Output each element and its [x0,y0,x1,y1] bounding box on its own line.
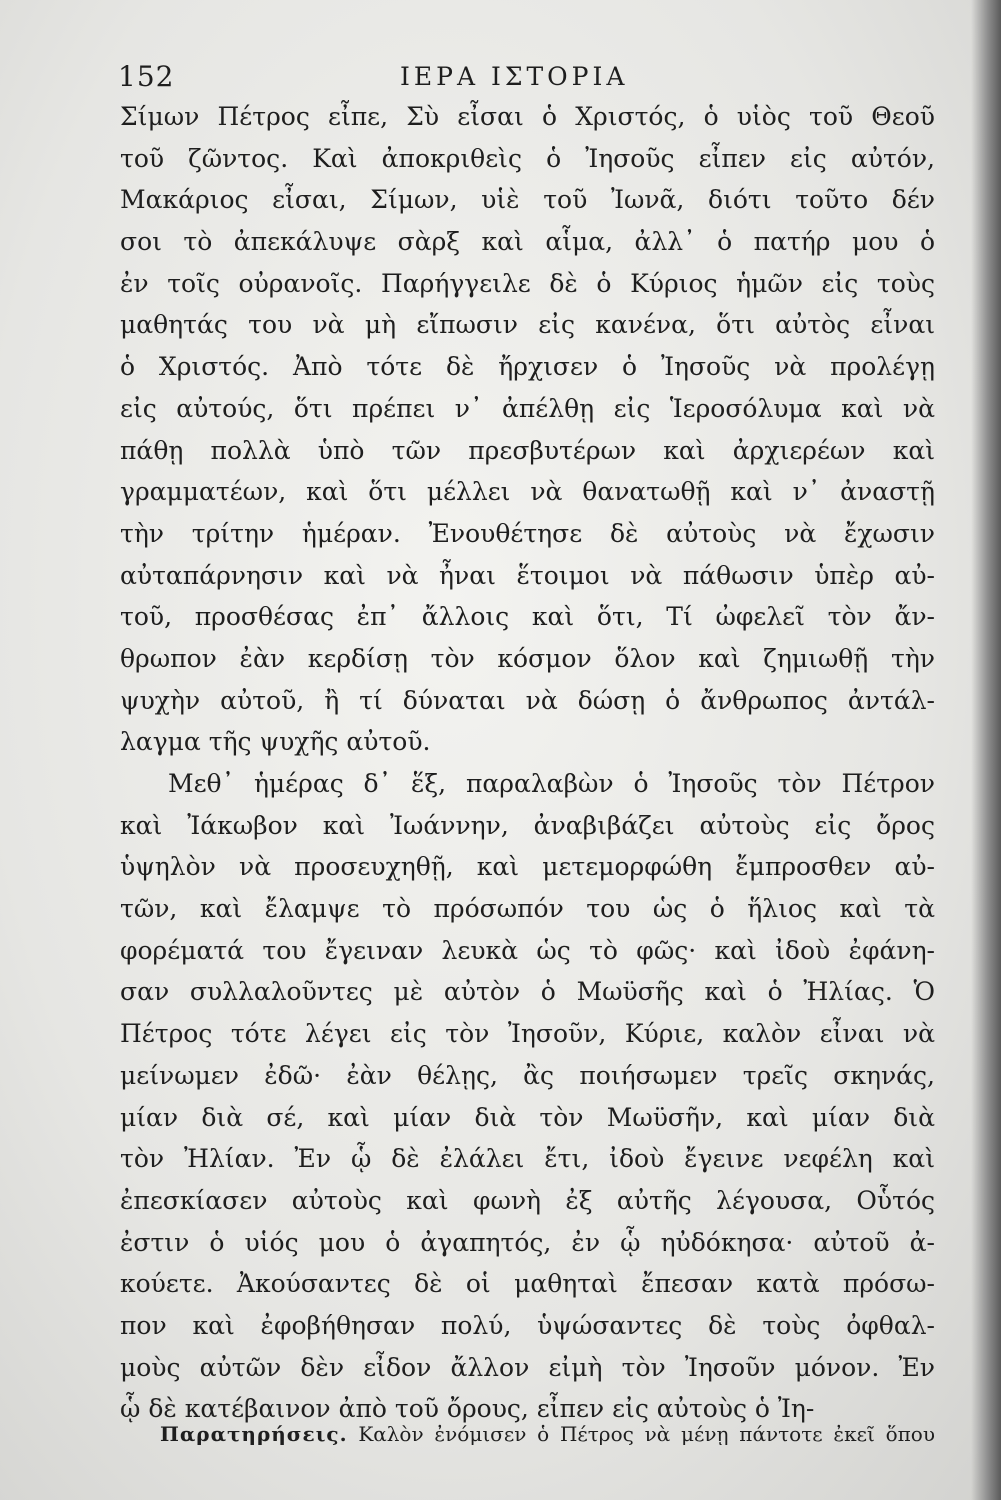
observations-text: Καλὸν ἐνόμισεν ὁ Πέτρος νὰ μένῃ πάντοτε ἐκεῖ ὅπου [358,1422,936,1446]
text-line: τῶν, καὶ ἔλαμψε τὸ πρόσωπόν του ὡς ὁ ἥλιος καὶ τὰ [120,894,935,924]
text-line: μοὺς αὐτῶν δὲν εἶδον ἄλλον εἰμὴ τὸν Ἰησοῦν μόνον. Ἐν [120,1352,935,1382]
paragraph-start-line: Μεθ᾽ ἡμέρας δ᾽ ἕξ, παραλαβὼν ὁ Ἰησοῦς τὸν Πέτρον [168,769,935,798]
page-number: 152 [118,60,175,93]
text-line: πάθῃ πολλὰ ὑπὸ τῶν πρεσβυτέρων καὶ ἀρχιερέων καὶ [120,435,935,465]
observations-note [160,1422,935,1446]
text-line: ᾧ δὲ κατέβαινον ἀπὸ τοῦ ὄρους, εἶπεν εἰς αὐτοὺς ὁ Ἰη- [120,1394,815,1424]
text-line: μίαν διὰ σέ, καὶ μίαν διὰ τὸν Μωϋσῆν, καὶ μίαν διὰ [120,1102,935,1132]
page-header [118,60,933,100]
body-text [120,96,935,1430]
text-line: σαν συλλαλοῦντες μὲ αὐτὸν ὁ Μωϋσῆς καὶ ὁ Ἠλίας. Ὁ [120,977,935,1007]
text-line: κούετε. Ἀκούσαντες δὲ οἱ μαθηταὶ ἔπεσαν κατὰ πρόσω- [120,1269,935,1299]
text-line: σοι τὸ ἀπεκάλυψε σὰρξ καὶ αἷμα, ἀλλ᾽ ὁ πατήρ μου ὁ [120,227,935,257]
text-line: ψυχὴν αὐτοῦ, ἢ τί δύναται νὰ δώσῃ ὁ ἄνθρωπος ἀντάλ- [120,685,935,715]
text-line: μείνωμεν ἐδῶ· ἐὰν θέλῃς, ἂς ποιήσωμεν τρεῖς σκηνάς, [120,1060,935,1090]
text-line: φορέματά του ἔγειναν λευκὰ ὡς τὸ φῶς· καὶ ἰδοὺ ἐφάνη- [120,935,935,965]
text-line: ἐν τοῖς οὐρανοῖς. Παρήγγειλε δὲ ὁ Κύριος ἡμῶν εἰς τοὺς [120,268,935,298]
text-line: εἰς αὐτούς, ὅτι πρέπει ν᾽ ἀπέλθῃ εἰς Ἱεροσόλυμα καὶ νὰ [120,393,935,423]
page-edge-shadow [971,0,1001,1500]
text-line: τὴν τρίτην ἡμέραν. Ἐνουθέτησε δὲ αὐτοὺς νὰ ἔχωσιν [120,518,935,548]
text-line: Μακάριος εἶσαι, Σίμων, υἱὲ τοῦ Ἰωνᾶ, διότι τοῦτο δέν [120,185,935,215]
text-line: ὑψηλὸν νὰ προσευχηθῇ, καὶ μετεμορφώθη ἔμπροσθεν αὐ- [120,852,935,882]
text-line: ἐστιν ὁ υἱός μου ὁ ἀγαπητός, ἐν ᾧ ηὐδόκησα· αὐτοῦ ἀ- [120,1227,935,1257]
text-line: τοῦ, προσθέσας ἐπ᾽ ἄλλοις καὶ ὅτι, Τί ὠφελεῖ τὸν ἄν- [120,602,935,632]
text-line: αὐταπάρνησιν καὶ νὰ ἦναι ἕτοιμοι νὰ πάθωσιν ὑπὲρ αὐ- [120,560,935,590]
text-line: καὶ Ἰάκωβον καὶ Ἰωάννην, ἀναβιβάζει αὐτοὺς εἰς ὄρος [120,810,935,840]
text-line: γραμματέων, καὶ ὅτι μέλλει νὰ θανατωθῇ καὶ ν᾽ ἀναστῇ [120,477,935,507]
text-line: τὸν Ἠλίαν. Ἐν ᾧ δὲ ἐλάλει ἔτι, ἰδοὺ ἔγεινε νεφέλη καὶ [120,1144,935,1174]
text-line: θρωπον ἐὰν κερδίσῃ τὸν κόσμον ὅλον καὶ ζημιωθῇ τὴν [120,643,935,673]
observations-label: Παρατηρήσεις. [160,1422,348,1446]
running-title: ΙΕΡΑ ΙΣΤΟΡΙΑ [400,62,629,91]
text-line: πον καὶ ἐφοβήθησαν πολύ, ὑψώσαντες δὲ τοὺς ὀφθαλ- [120,1310,935,1340]
text-line: Πέτρος τότε λέγει εἰς τὸν Ἰησοῦν, Κύριε, καλὸν εἶναι νὰ [120,1019,935,1049]
text-line: ὁ Χριστός. Ἀπὸ τότε δὲ ἤρχισεν ὁ Ἰησοῦς νὰ προλέγῃ [120,352,935,382]
text-line: Σίμων Πέτρος εἶπε, Σὺ εἶσαι ὁ Χριστός, ὁ υἱὸς τοῦ Θεοῦ [120,102,935,131]
text-line: τοῦ ζῶντος. Καὶ ἀποκριθεὶς ὁ Ἰησοῦς εἶπεν εἰς αὐτόν, [120,143,935,173]
text-line: λαγμα τῆς ψυχῆς αὐτοῦ. [120,727,431,757]
text-line: ἐπεσκίασεν αὐτοὺς καὶ φωνὴ ἐξ αὐτῆς λέγουσα, Οὗτός [120,1185,935,1215]
text-line: μαθητάς του νὰ μὴ εἴπωσιν εἰς κανένα, ὅτι αὐτὸς εἶναι [120,310,935,340]
